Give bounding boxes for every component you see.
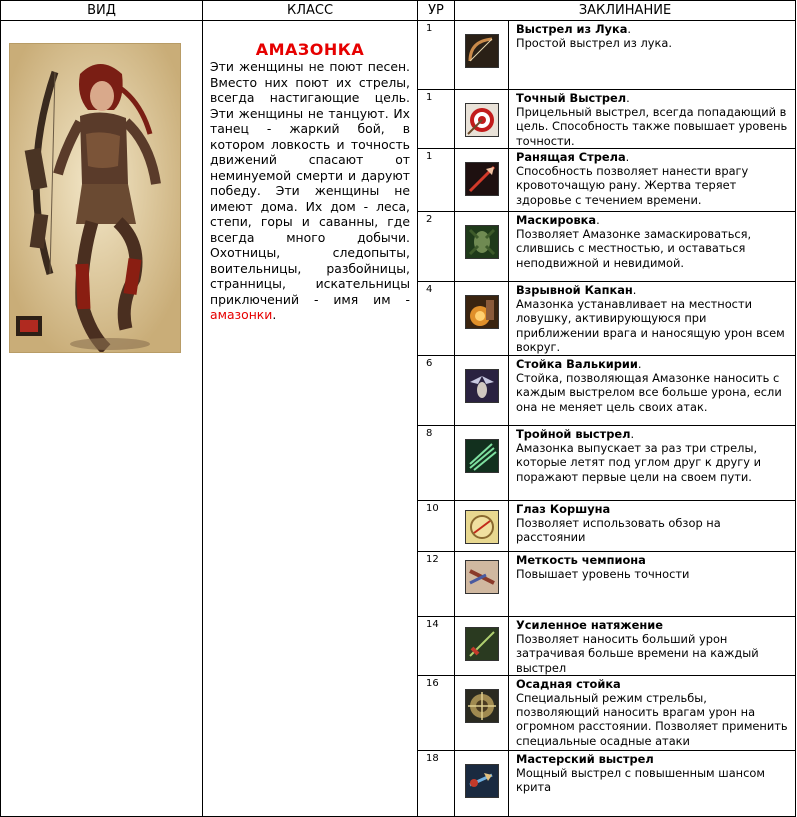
spell-level: 18 bbox=[418, 750, 455, 816]
spell-info bbox=[509, 675, 796, 750]
spell-icon-cell bbox=[455, 552, 509, 617]
spell-name-dot: . bbox=[625, 150, 630, 164]
spell-desc: Амазонка выпускает за раз три стрелы, которые летят под углом друг к другу и поражают первые цели на своем пути. bbox=[516, 441, 761, 484]
spell-desc: Позволяет Амазонке замаскироваться, слившись с местностью, и оставаться неподвижной и невидимой. bbox=[516, 227, 752, 270]
accuracy-icon bbox=[465, 560, 499, 594]
spell-row bbox=[1, 21, 796, 90]
class-description-end: . bbox=[272, 307, 277, 322]
class-description-text: Эти женщины не поют песен. Вместо них поют их стрелы, всегда настигающие цель. Эти женщины не танцуют. Их танец - жаркий бой, в котором ловкость и точность движений спасают от неминуемой смерти и даруют победу. Эти женщины не имеют дома. Их дом - леса, степи, горы и саванны, где всегда много добычи. Охотницы, следопыты, воительницы, разбойницы, странницы, искательницы приключений - имя им - bbox=[210, 59, 410, 307]
spell-icon-cell bbox=[455, 356, 509, 426]
spell-name: Стойка Валькирии bbox=[516, 357, 638, 371]
spell-level: 1 bbox=[418, 90, 455, 149]
spell-info bbox=[509, 552, 796, 617]
master-shot-icon bbox=[465, 764, 499, 798]
spell-desc: Позволяет наносить больший урон затрачивая больше времени на каждый выстрел bbox=[516, 632, 759, 675]
spell-name-dot: . bbox=[627, 22, 632, 36]
spell-desc: Специальный режим стрельбы, позволяющий наносить врагам урон на огромном расстоянии. Позволяет применить специальные осадные атаки bbox=[516, 691, 788, 748]
class-highlight: амазонки bbox=[210, 307, 273, 322]
class-title: АМАЗОНКА bbox=[255, 40, 365, 59]
header-row bbox=[1, 1, 796, 21]
spell-name: Выстрел из Лука bbox=[516, 22, 628, 36]
spell-info bbox=[509, 501, 796, 552]
spell-name: Взрывной Капкан bbox=[516, 283, 633, 297]
spell-desc: Амазонка устанавливает на местности ловушку, активирующуюся при приближении врага и наносящую урон всем вокруг. bbox=[516, 297, 785, 354]
eagle-eye-icon bbox=[465, 510, 499, 544]
camouflage-icon bbox=[465, 225, 499, 259]
header-vid: ВИД bbox=[1, 1, 203, 21]
spell-desc: Прицельный выстрел, всегда попадающий в цель. Способность также повышает уровень точности. bbox=[516, 105, 788, 148]
spell-icon-cell bbox=[455, 90, 509, 149]
spell-info bbox=[509, 617, 796, 676]
spell-icon-cell bbox=[455, 21, 509, 90]
class-cell bbox=[203, 21, 418, 817]
spell-name: Маскировка bbox=[516, 213, 597, 227]
spell-level: 1 bbox=[418, 149, 455, 212]
spell-info bbox=[509, 356, 796, 426]
spell-name-dot: . bbox=[596, 213, 600, 227]
triple-arrow-icon bbox=[465, 439, 499, 473]
spell-level: 14 bbox=[418, 617, 455, 676]
spell-info bbox=[509, 149, 796, 212]
spell-desc: Способность позволяет нанести врагу кровоточащую рану. Жертва теряет здоровье с течением времени. bbox=[516, 164, 749, 207]
spell-icon-cell bbox=[455, 212, 509, 282]
spell-desc: Позволяет использовать обзор на расстоянии bbox=[516, 516, 721, 545]
spell-name: Точный Выстрел bbox=[516, 91, 627, 105]
class-description bbox=[210, 59, 410, 323]
spell-level: 4 bbox=[418, 282, 455, 356]
spell-desc: Мощный выстрел с повышенным шансом крита bbox=[516, 766, 765, 795]
spell-name: Ранящая Стрела bbox=[516, 150, 626, 164]
trap-icon bbox=[465, 295, 499, 329]
spell-name-dot: . bbox=[632, 283, 637, 297]
spell-info bbox=[509, 21, 796, 90]
spell-name-dot: . bbox=[637, 357, 642, 371]
spell-name-dot: . bbox=[626, 91, 630, 105]
spell-level: 2 bbox=[418, 212, 455, 282]
spell-level: 12 bbox=[418, 552, 455, 617]
spell-desc: Повышает уровень точности bbox=[516, 567, 690, 582]
spell-level: 16 bbox=[418, 675, 455, 750]
spell-name: Усиленное натяжение bbox=[516, 618, 663, 632]
spell-name: Мастерский выстрел bbox=[516, 751, 654, 766]
spell-info bbox=[509, 750, 796, 816]
spell-icon-cell bbox=[455, 282, 509, 356]
spell-info bbox=[509, 212, 796, 282]
amazon-portrait bbox=[9, 43, 181, 353]
header-level: УР bbox=[418, 1, 455, 21]
spell-level: 8 bbox=[418, 426, 455, 501]
header-spell: ЗАКЛИНАНИЕ bbox=[455, 1, 796, 21]
header-class: КЛАСС bbox=[203, 1, 418, 21]
spell-info bbox=[509, 426, 796, 501]
target-icon bbox=[465, 103, 499, 137]
spell-icon-cell bbox=[455, 675, 509, 750]
spell-name: Глаз Коршуна bbox=[516, 502, 611, 516]
spell-icon-cell bbox=[455, 149, 509, 212]
spell-info bbox=[509, 90, 796, 149]
siege-icon bbox=[465, 689, 499, 723]
spell-icon-cell bbox=[455, 501, 509, 552]
spell-name: Тройной выстрел bbox=[516, 427, 631, 441]
bow-icon bbox=[465, 34, 499, 68]
spell-level: 6 bbox=[418, 356, 455, 426]
spell-name: Меткость чемпиона bbox=[516, 553, 646, 567]
amazon-figure-icon bbox=[10, 44, 180, 352]
spell-icon-cell bbox=[455, 617, 509, 676]
bleeding-arrow-icon bbox=[465, 162, 499, 196]
spell-name-dot: . bbox=[630, 427, 635, 441]
spell-icon-cell bbox=[455, 426, 509, 501]
valkyrie-icon bbox=[465, 369, 499, 403]
spell-icon-cell bbox=[455, 750, 509, 816]
portrait-cell bbox=[1, 21, 203, 817]
spell-name: Осадная стойка bbox=[516, 676, 621, 691]
spell-level: 10 bbox=[418, 501, 455, 552]
spell-desc: Стойка, позволяющая Амазонке наносить с каждым выстрелом все больше урона, если она не меняет цель своих атак. bbox=[516, 371, 782, 414]
spell-info bbox=[509, 282, 796, 356]
power-draw-icon bbox=[465, 627, 499, 661]
spell-level: 1 bbox=[418, 21, 455, 90]
spell-desc: Простой выстрел из лука. bbox=[516, 36, 672, 51]
